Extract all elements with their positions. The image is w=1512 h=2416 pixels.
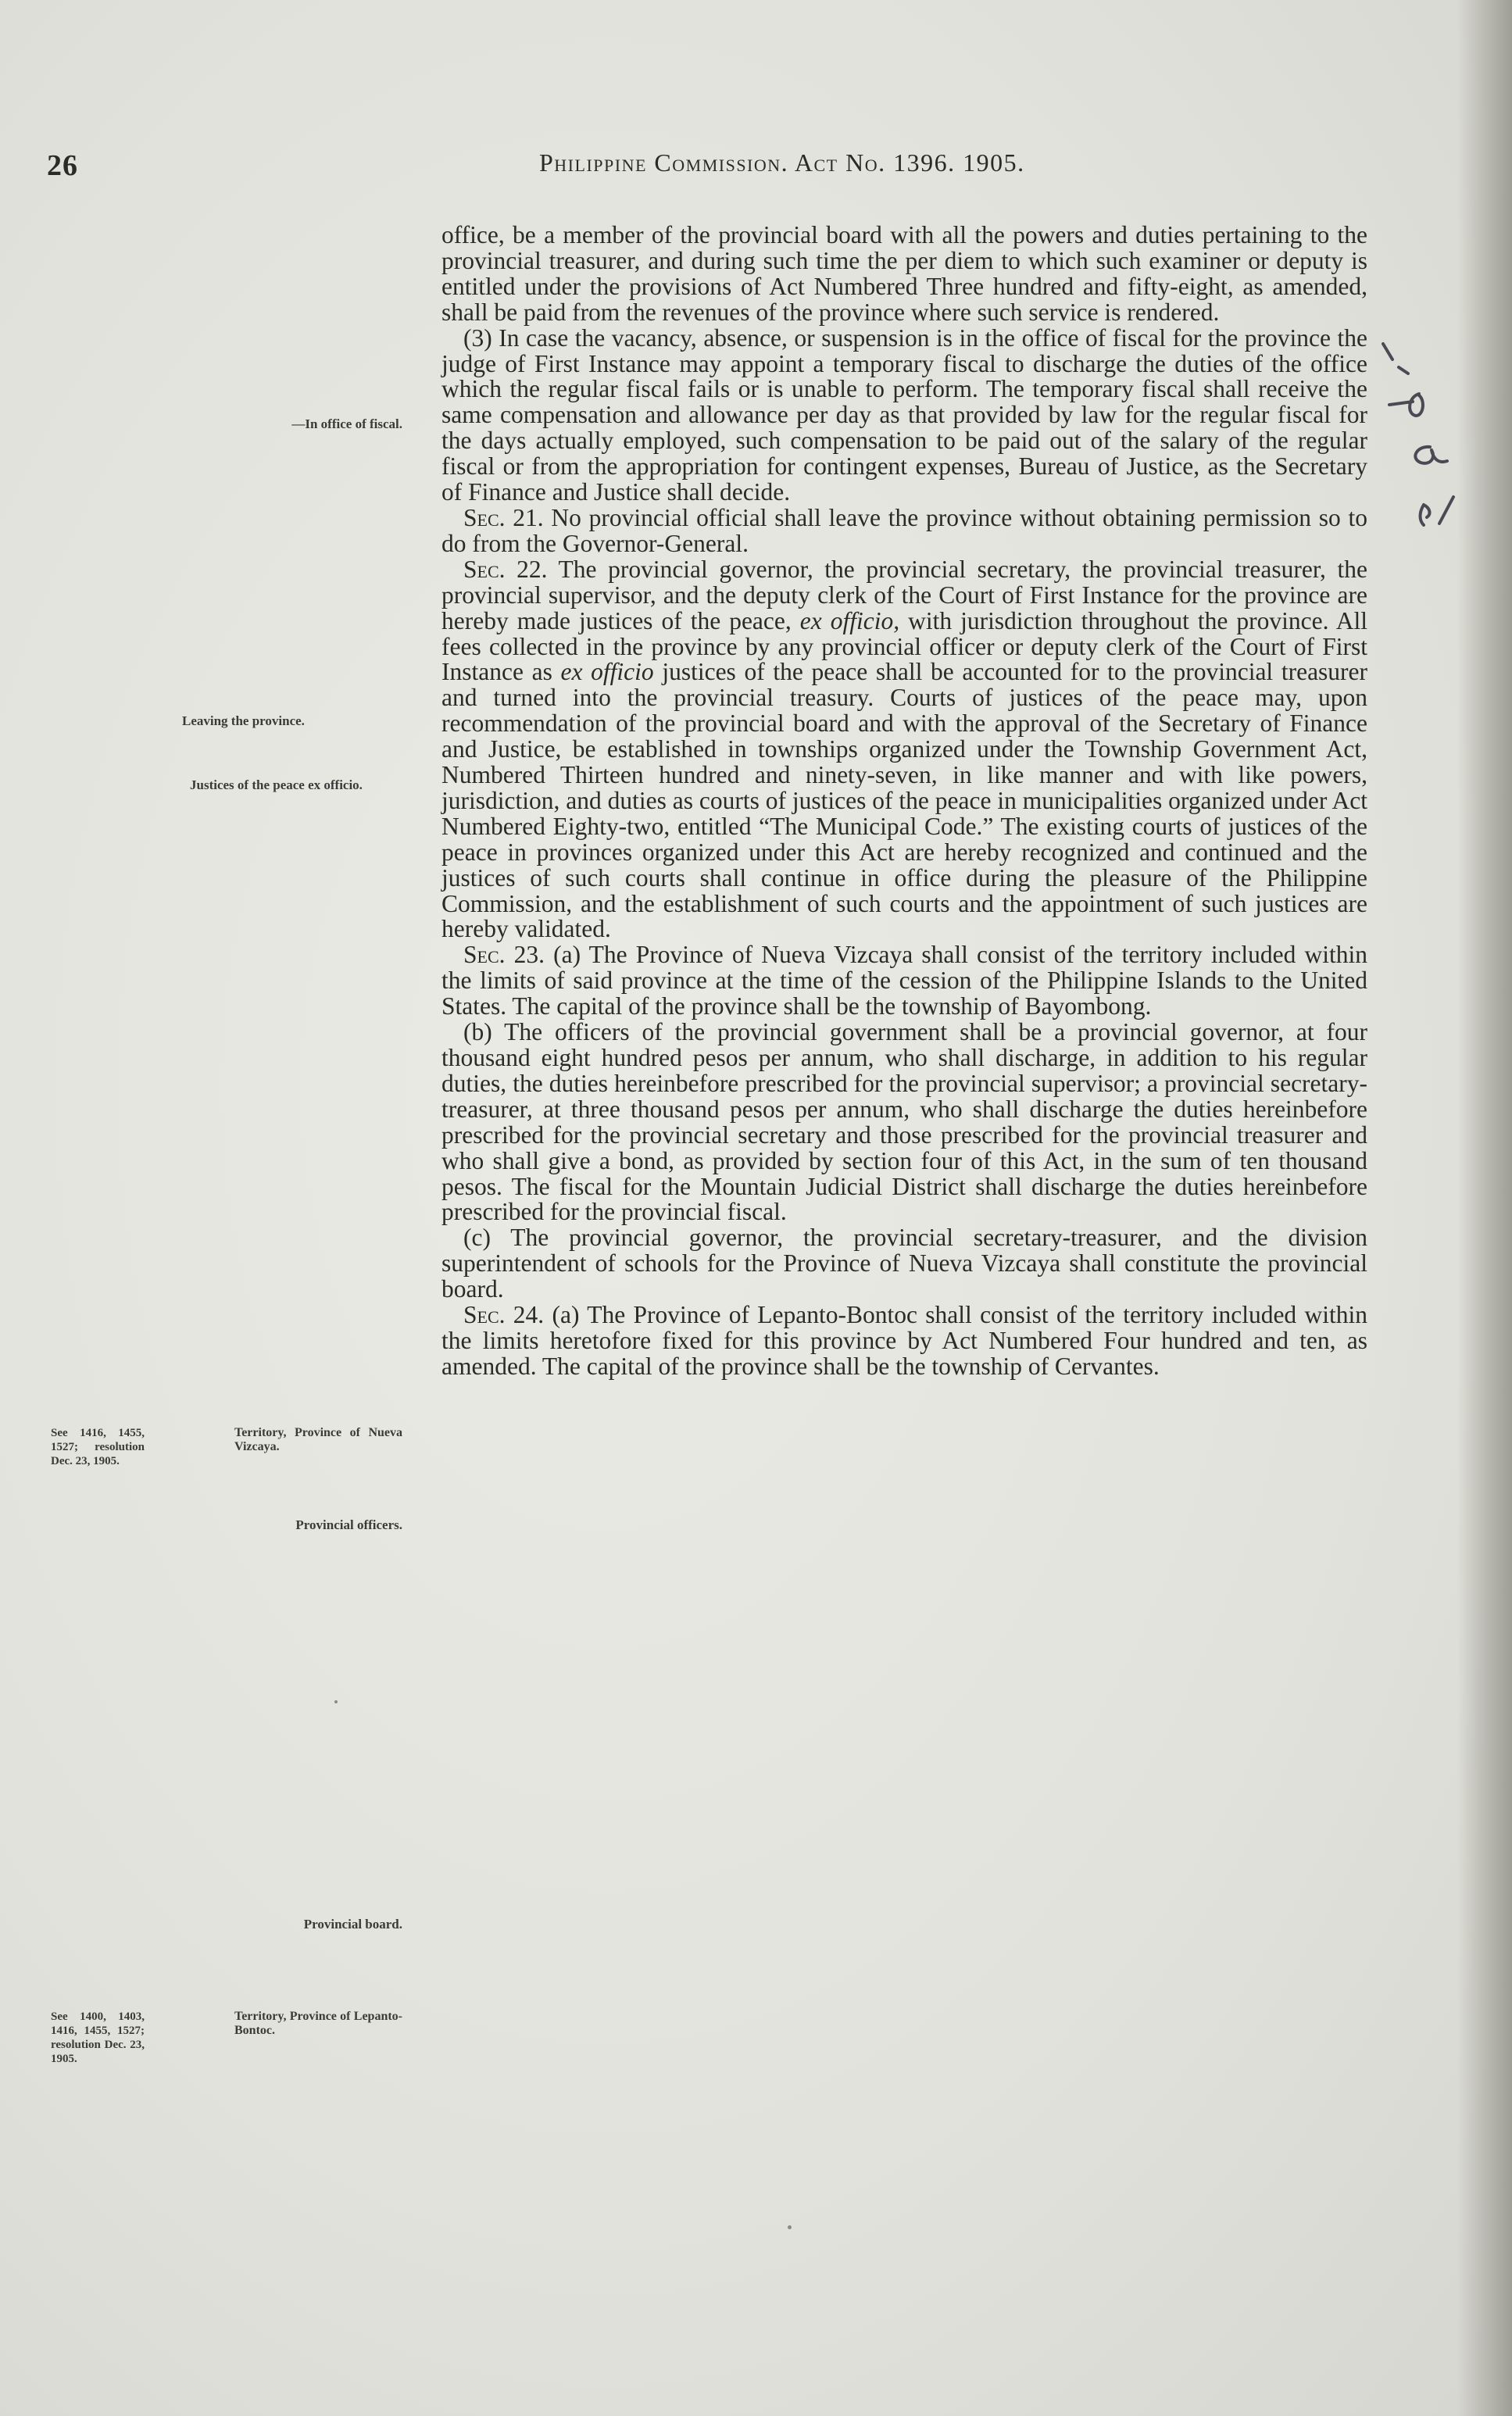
ex-officio-italic-2: ex officio (560, 658, 654, 686)
section-23-c-text: The provincial governor, the provincial secretary-treasurer, and the division superintendent of schools for the Province of Nueva Vizcaya shall constitute the provincial board. (441, 1224, 1367, 1303)
section-23-b-text: The officers of the provincial government shall be a provincial governor, at four thousand eight hundred pesos per annum, who shall discharge, in addition to his regular duties, the duties hereinbefore prescribed for the provincial supervisor; a provincial secretary-treasurer, at three thousand pesos per annum, who shall discharge the duties hereinbefore prescribed for the provincial secretary and those prescribed for the provincial treasurer and who shall give a bond, as provided by section four of this Act, in the sum of ten thousand pesos. The fiscal for the Mountain Judicial District shall discharge the duties hereinbefore prescribed for the provincial fiscal. (441, 1018, 1368, 1226)
margin-note-nueva-vizcaya: Territory, Province of Nueva Vizcaya. (234, 1426, 402, 1453)
page-number: 26 (47, 149, 78, 182)
ex-officio-italic: ex officio, (799, 606, 900, 634)
section-21-label: Sec. 21. (463, 503, 544, 531)
margin-note-justices (190, 777, 424, 792)
margin-note-fiscal: —In office of fiscal. (291, 416, 402, 431)
section-21-text: No provincial official shall leave the province without obtaining permission so to do from the Governor-General. (441, 503, 1368, 557)
margin-note-provincial-board: Provincial board. (303, 1917, 402, 1932)
section-24 (441, 1303, 1367, 1380)
section-22-label: Sec. 22. (463, 555, 548, 583)
section-21 (441, 503, 1368, 557)
margin-note-justices-text: Justices of the peace ex officio. (190, 777, 363, 792)
section-23-b (441, 1020, 1367, 1225)
section-24-text: The Province of Lepanto-Bontoc shall consist of the territory included within the limits heretofore fixed for this province by Act Numbered Four hundred and ten, as amended. The capital of the province shall be the township of Cervantes. (441, 1301, 1367, 1380)
margin-note-see-1416: See 1416, 1455, 1527; resolution Dec. 23, 1905. (51, 1427, 145, 1467)
section-23-c-label: (c) (463, 1224, 491, 1252)
section-22-text-b: with jurisdiction throughout the province. All fees collected in the province by any provincial officer or deputy clerk of the Court of First Instance as (441, 606, 1367, 686)
section-23-c (441, 1225, 1367, 1303)
paragraph-continuation: office, be a member of the provincial board with all the powers and duties pertaining to the provincial treasurer, and during such time the per diem to which such examiner or deputy is entitled under the provisions of Act Numbered Three hundred and fifty-eight, as amended, shall be paid from the revenues of the province where such service is rendered. (441, 221, 1367, 326)
section-24-label: Sec. 24. (463, 1301, 545, 1329)
paragraph-fiscal-vacancy: (3) In case the vacancy, absence, or suspension is in the office of fiscal for the province the judge of First Instance may appoint a temporary fiscal to discharge the duties of the office which the regular fiscal fails or is unable to perform. The temporary fiscal shall receive the same compensation and allowance per day as that provided by law for the regular fiscal for the days actually employed, such compensation to be paid out of the salary of the regular fiscal or from the appropriation for contingent expenses, Bureau of Justice, as the Secretary of Finance and Justice shall decide. (441, 323, 1367, 506)
margin-note-see-1400: See 1400, 1403, 1416, 1455, 1527; resolution Dec. 23, 1905. (51, 2010, 145, 2065)
section-22-text-c: justices of the peace shall be accounted for to the provincial treasurer and turned into the provincial treasury. Courts of justices of the peace may, upon recommendation of the provincial board and with the approval of the Secretary of Finance and Justice, be established in townships organized under the Township Government Act, Numbered Thirteen hundred and ninety-seven, in like manner and with like powers, jurisdiction, and duties as courts of justices of the peace in municipalities organized under Act Numbered Eighty-two, entitled “The Municipal Code.” The existing courts of justices of the peace in provinces organized under this Act are hereby recognized and continued and the justices of such courts shall continue in office during the pleasure of the Philippine Commission, and the establishment of such courts and the appointment of such justices are hereby validated. (441, 658, 1368, 943)
pencil-marks-icon (1375, 313, 1461, 547)
margin-note-lepanto: Territory, Province of Lepanto-Bontoc. (234, 2010, 402, 2037)
section-23-text: The Province of Nueva Vizcaya shall consist of the territory included within the limits of said province at the time of the cession of the Philippine Islands to the United States. The capital of the province shall be the township of Bayombong. (441, 941, 1367, 1020)
paper-speck (334, 1700, 338, 1703)
page-edge-shadow (1457, 0, 1512, 2416)
margin-note-leaving-province: Leaving the province. (182, 713, 305, 728)
running-head: Philippine Commission. Act No. 1396. 1905. (539, 148, 1025, 177)
section-24-sub-a: (a) (552, 1301, 580, 1329)
section-23 (441, 942, 1367, 1020)
section-22-text-a: The provincial governor, the provincial secretary, the provincial treasurer, the provincial supervisor, and the deputy clerk of the Court of First Instance for the province are hereby made justices of the peace, (441, 555, 1367, 634)
margin-note-provincial-officers: Provincial officers. (295, 1517, 402, 1532)
section-22 (441, 557, 1367, 943)
paper-speck (788, 2225, 792, 2229)
section-23-b-label: (b) (463, 1018, 492, 1046)
section-23-label: Sec. 23. (463, 941, 545, 969)
section-23-sub-a: (a) (553, 941, 581, 969)
body-text (441, 223, 1367, 1380)
